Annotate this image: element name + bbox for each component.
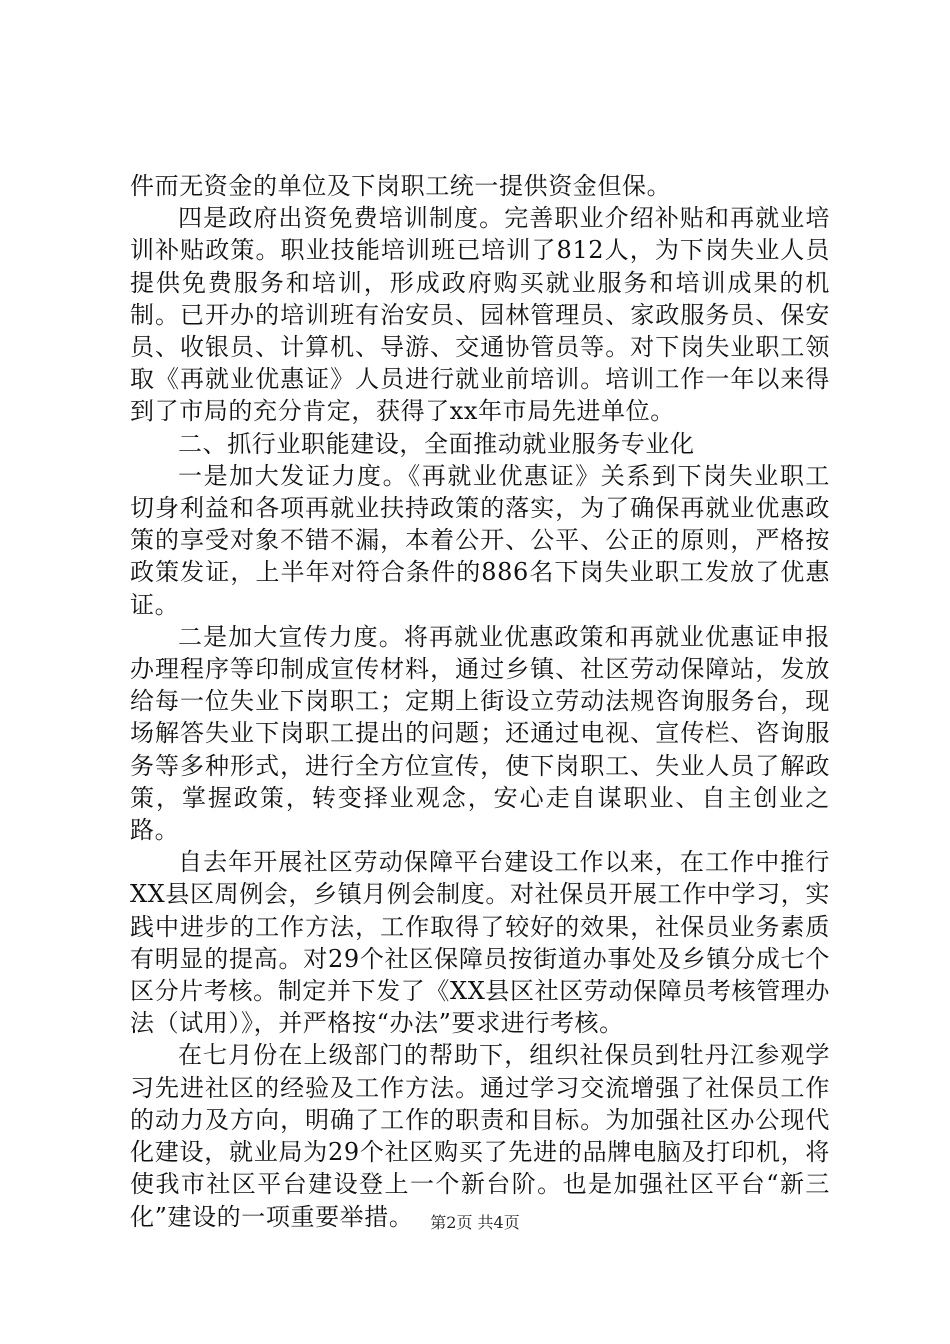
paragraph-certificate-issuance: 一是加大发证力度。《再就业优惠证》关系到下岗失业职工切身利益和各项再就业扶持政策的落实，为了确保再就业优惠政策的享受对象不错不漏，本着公开、公平、公正的原则，严格按政策发证，上半年对符合条件的886名下岗失业职工发放了优惠证。 — [130, 461, 830, 619]
page-number-footer: 第2页 共4页 — [430, 1213, 520, 1232]
document-body — [130, 170, 830, 1233]
paragraph-publicity: 二是加大宣传力度。将再就业优惠政策和再就业优惠证申报办理程序等印制成宣传材料，通过乡镇、社区劳动保障站，发放给每一位失业下岗职工；定期上街设立劳动法规咨询服务台，现场解答失业下岗职工提出的问题；还通过电视、宣传栏、咨询服务等多种形式，进行全方位宣传，使下岗职工、失业人员了解政策，掌握政策，转变择业观念，安心走自谋职业、自主创业之路。 — [130, 622, 830, 845]
paragraph-training-policy: 四是政府出资免费培训制度。完善职业介绍补贴和再就业培训补贴政策。职业技能培训班已培训了812人，为下岗失业人员提供免费服务和培训，形成政府购买就业服务和培训成果的机制。已开办的培训班有治安员、园林管理员、家政服务员、保安员、收银员、计算机、导游、交通协管员等。对下岗失业职工领取《再就业优惠证》人员进行就业前培训。培训工作一年以来得到了市局的充分肯定，获得了xx年市局先进单位。 — [130, 204, 830, 426]
paragraph-continuation: 件而无资金的单位及下岗职工统一提供资金但保。 — [130, 172, 672, 200]
section-heading-2: 二、抓行业职能建设，全面推动就业服务专业化 — [178, 429, 695, 458]
paragraph-july-study-visit: 在七月份在上级部门的帮助下，组织社保员到牡丹江参观学习先进社区的经验及工作方法。通过学习交流增强了社保员工作的动力及方向，明确了工作的职责和目标。为加强社区办公现代化建设，就业局为29个社区购买了先进的品牌电脑及打印机，将使我市社区平台建设登上一个新台阶。也是加强社区平台“新三化”建设的一项重要举措。 — [130, 1041, 830, 1231]
paragraph-community-platform: 自去年开展社区劳动保障平台建设工作以来，在工作中推行XX县区周例会，乡镇月例会制度。对社保员开展工作中学习，实践中进步的工作方法，工作取得了较好的效果，社保员业务素质有明显的提高。对29个社区保障员按街道办事处及乡镇分成七个区分片考核。制定并下发了《XX县区社区劳动保障员考核管理办法（试用）》，并严格按“办法”要求进行考核。 — [130, 848, 830, 1038]
